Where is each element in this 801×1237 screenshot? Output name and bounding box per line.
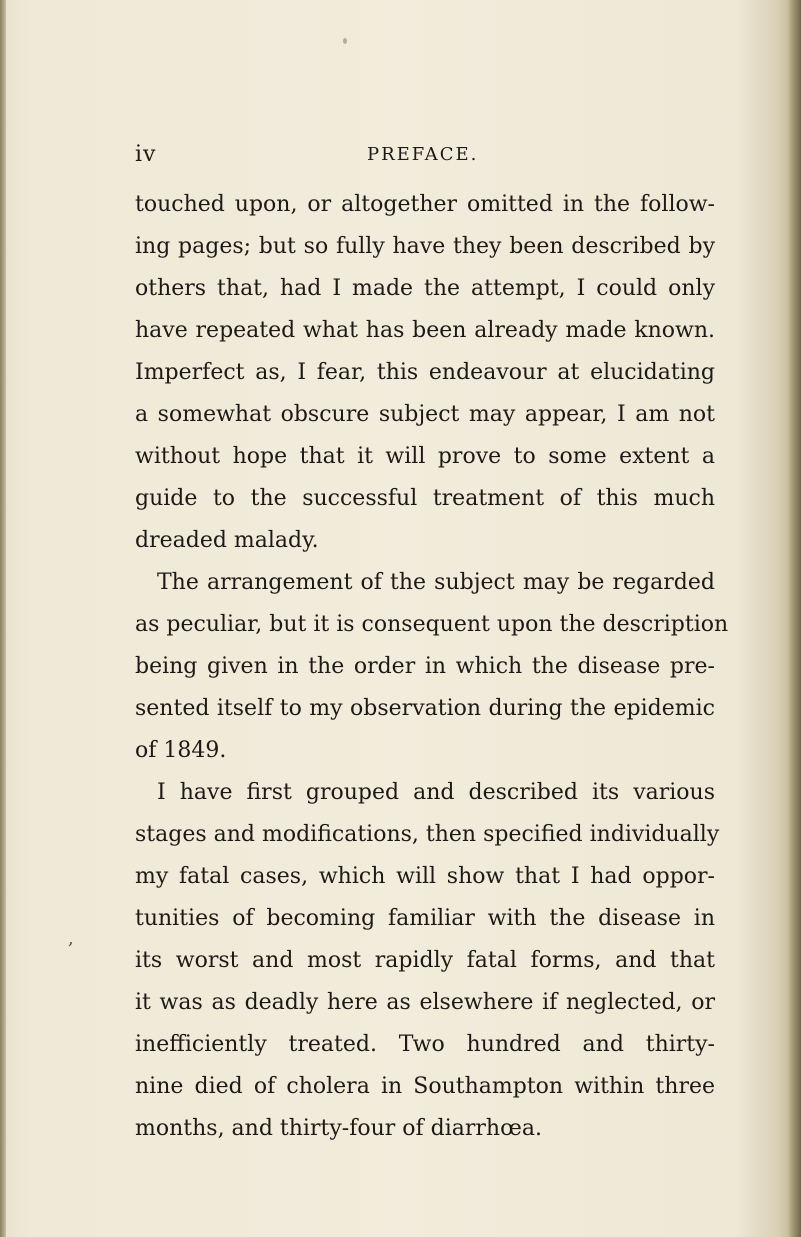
text-line: its worst and most rapidly fatal forms, and that <box>135 948 715 973</box>
text-line: Imperfect as, I fear, this endeavour at elucidating <box>135 360 715 385</box>
text-line: months, and thirty-four of diarrhœa. <box>135 1116 542 1141</box>
text-line: of 1849. <box>135 738 227 763</box>
text-line: The arrangement of the subject may be regarded <box>157 570 715 595</box>
running-head: PREFACE. <box>367 144 479 165</box>
text-line: a somewhat obscure subject may appear, I am not <box>135 402 715 427</box>
text-line: it was as deadly here as elsewhere if neglected, or <box>135 990 715 1015</box>
right-page-edge <box>787 0 801 1237</box>
text-line: inefficiently treated. Two hundred and thirty- <box>135 1032 715 1057</box>
stray-mark: , <box>68 928 74 949</box>
text-line: ing pages; but so fully have they been described by <box>135 234 715 259</box>
text-line: without hope that it will prove to some extent a <box>135 444 715 469</box>
page-number: iv <box>135 142 157 167</box>
text-line: being given in the order in which the disease pre- <box>135 654 715 679</box>
ink-smudge <box>343 38 347 44</box>
text-line: stages and modifications, then specified individually <box>135 822 720 847</box>
text-line: nine died of cholera in Southampton within three <box>135 1074 715 1099</box>
text-line: sented itself to my observation during the epidemic <box>135 696 715 721</box>
text-line: as peculiar, but it is consequent upon the description <box>135 612 729 637</box>
text-line: have repeated what has been already made known. <box>135 318 715 343</box>
text-line: I have first grouped and described its various <box>157 780 715 805</box>
body-text <box>135 184 729 1150</box>
text-line: tunities of becoming familiar with the disease in <box>135 906 715 931</box>
text-line: guide to the successful treatment of this much <box>135 486 715 511</box>
text-line: touched upon, or altogether omitted in the follow- <box>135 192 715 217</box>
left-page-edge <box>0 0 6 1237</box>
text-line: others that, had I made the attempt, I could only <box>135 276 715 301</box>
text-line: dreaded malady. <box>135 528 319 553</box>
text-line: my fatal cases, which will show that I had oppor- <box>135 864 715 889</box>
page-header <box>0 142 801 172</box>
